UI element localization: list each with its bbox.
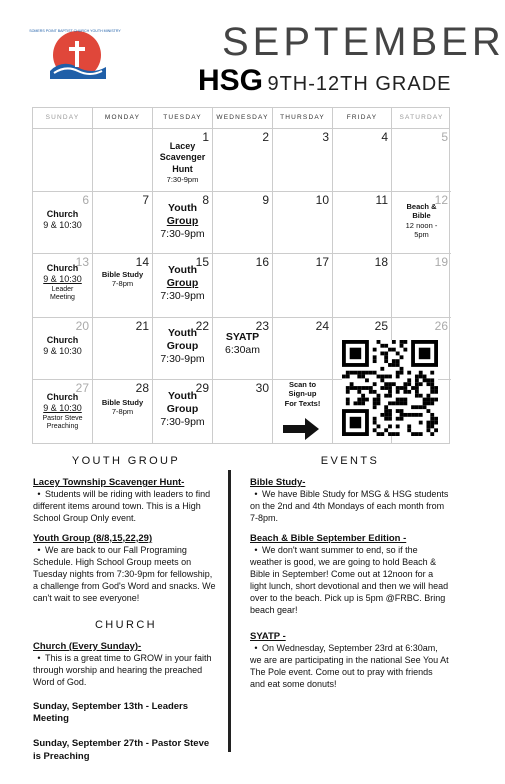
day-number: 2 [262, 130, 269, 144]
event-line: Youth [168, 390, 197, 402]
event-line: 7:30-9pm [166, 174, 199, 184]
calendar-day-cell [392, 254, 451, 318]
day-number: 20 [75, 319, 89, 333]
calendar-day-cell [213, 129, 273, 192]
day-number: 11 [375, 193, 388, 207]
event-line: 5pm [414, 230, 429, 240]
event-line: Meeting [50, 294, 75, 302]
day-event [93, 270, 152, 289]
weekday-label: THURSDAY [273, 108, 333, 128]
day-event [213, 331, 272, 357]
day-number: 24 [315, 319, 329, 333]
event-line: 7:30-9pm [160, 290, 205, 303]
church-heading: CHURCH [94, 618, 158, 631]
event-line: 7:30-9pm [160, 353, 205, 366]
logo-text: SOMERS POINT BAPTIST CHURCH YOUTH MINISTRY [29, 29, 121, 33]
arrow-right-icon [283, 418, 319, 440]
scavenger-hunt-title: Lacey Township Scavenger Hunt- [33, 477, 185, 488]
calendar-day-cell [213, 318, 273, 380]
grade-range: 9TH-12TH GRADE [267, 73, 452, 95]
day-number: 14 [135, 255, 149, 269]
event-line: 9 & 10:30 [43, 403, 82, 414]
event-line: Pastor Steve [42, 414, 83, 422]
event-line: Scan to [288, 380, 317, 389]
calendar-day-cell [93, 318, 153, 380]
day-number: 15 [195, 255, 209, 269]
weekday-label: FRIDAY [333, 108, 392, 128]
group-name: HSG [198, 64, 264, 97]
calendar-day-cell [273, 192, 333, 254]
calendar-day-cell [153, 254, 213, 318]
day-event [392, 202, 451, 240]
event-line: Group [166, 277, 199, 290]
left-column [33, 450, 219, 764]
calendar-day-cell [392, 192, 451, 254]
day-number: 12 [434, 193, 448, 207]
event-line: Sign-up [288, 389, 317, 399]
day-number: 6 [82, 193, 89, 207]
event-line: For Texts! [284, 398, 321, 408]
day-number: 17 [315, 255, 329, 269]
day-number: 25 [374, 319, 388, 333]
day-event [153, 202, 212, 241]
calendar-day-cell [333, 254, 392, 318]
weekday-label: MONDAY [93, 108, 153, 128]
calendar-day-cell [213, 380, 273, 443]
day-number: 21 [135, 319, 149, 333]
right-column [250, 450, 450, 691]
day-event [33, 392, 92, 432]
event-line: Bible Study [101, 398, 144, 407]
event-line: Beach & [406, 202, 437, 211]
event-line: SYATP [225, 331, 260, 343]
calendar-day-cell [153, 192, 213, 254]
youth-group-heading: YOUTH GROUP [71, 455, 181, 467]
day-number: 3 [322, 130, 329, 144]
beach-bible-title: Beach & Bible September Edition - [250, 532, 407, 544]
event-line: 7:30-9pm [160, 416, 205, 429]
event-line: 7-8pm [111, 279, 134, 289]
calendar-day-cell [33, 318, 93, 380]
day-number: 9 [262, 193, 269, 207]
event-line: 9 & 10:30 [43, 274, 82, 285]
day-event [33, 209, 92, 232]
youth-group-title: Youth Group (8/8,15,22,29) [33, 532, 153, 544]
calendar-day-cell [93, 254, 153, 318]
day-number: 16 [255, 255, 269, 269]
event-line: Church [46, 263, 79, 273]
day-event [153, 390, 212, 429]
day-event [153, 141, 212, 184]
church-body: • This is a great time to GROW in your faith through worship and hearing the preached Word of God. [33, 652, 212, 687]
scavenger-hunt-body: • Students will be riding with leaders to find different items around town. This is a High School Group Only event. [33, 489, 211, 523]
calendar-day-cell [273, 318, 333, 380]
church-title: Church (Every Sunday)- [33, 640, 142, 652]
calendar-day-cell [392, 129, 451, 192]
event-line: Hunt [172, 163, 193, 174]
event-line: Preaching [46, 423, 79, 431]
day-number: 27 [75, 381, 89, 395]
event-line: 9 & 10:30 [43, 220, 82, 231]
calendar-day-cell [333, 129, 392, 192]
calendar-day-cell [273, 129, 333, 192]
bible-study-body: • We have Bible Study for MSG & HSG students on the 2nd and 4th Mondays of each month from 7-8pm. [250, 489, 449, 523]
qr-code-icon[interactable] [342, 340, 438, 436]
event-line: Group [166, 403, 199, 416]
event-line: Youth [168, 202, 197, 214]
calendar-day-cell [273, 254, 333, 318]
page-title-month: SEPTEMBER [222, 20, 505, 64]
calendar-weekday-header [32, 107, 450, 128]
day-event [33, 263, 92, 303]
day-number: 30 [255, 381, 269, 395]
day-number: 26 [434, 319, 448, 333]
day-number: 29 [195, 381, 209, 395]
day-number: 19 [434, 255, 448, 269]
day-number: 4 [381, 130, 388, 144]
day-number: 18 [374, 255, 388, 269]
weekday-label: TUESDAY [153, 108, 213, 128]
calendar-day-cell [333, 192, 392, 254]
event-line: Bible [412, 211, 431, 221]
events-heading: EVENTS [320, 455, 380, 467]
calendar-day-cell [93, 380, 153, 443]
event-line: 6:30am [224, 344, 261, 357]
syatp-body: • On Wednesday, September 23rd at 6:30am, we are are participating in the national See You At The Pole event. Come out to pray with friends and eat some donuts! [250, 642, 449, 689]
event-line: Church [46, 335, 79, 345]
calendar-day-cell [153, 318, 213, 380]
event-line: 9 & 10:30 [43, 346, 82, 357]
day-number: 8 [202, 193, 209, 207]
weekday-label: SATURDAY [399, 114, 444, 121]
calendar-day-cell [33, 129, 93, 192]
event-line: Church [46, 209, 79, 219]
event-line: Scavenger [159, 152, 206, 163]
church-logo-icon [29, 27, 121, 85]
weekday-label: WEDNESDAY [213, 108, 273, 128]
calendar-day-cell [153, 129, 213, 192]
page-subtitle [198, 64, 452, 98]
day-number: 5 [441, 130, 448, 144]
calendar-day-cell [93, 192, 153, 254]
calendar-day-cell [33, 192, 93, 254]
day-event [33, 335, 92, 358]
day-event [93, 398, 152, 417]
calendar-day-cell [213, 192, 273, 254]
day-event [273, 380, 332, 408]
day-number: 13 [75, 255, 89, 269]
day-number: 10 [315, 193, 329, 207]
weekday-label: SUNDAY [33, 108, 93, 128]
day-event [153, 327, 212, 366]
calendar-day-cell [93, 129, 153, 192]
calendar-day-cell [213, 254, 273, 318]
calendar-day-cell [33, 380, 93, 443]
event-line: Youth [168, 264, 197, 276]
event-line: Group [166, 340, 199, 353]
event-line: Group [166, 215, 199, 228]
event-line: Lacey [169, 141, 196, 151]
event-line: 12 noon - [405, 220, 438, 230]
event-line: 7-8pm [111, 407, 134, 417]
calendar-day-cell [33, 254, 93, 318]
event-line: Leader [51, 285, 74, 293]
beach-bible-body: • We don't want summer to end, so if the weather is good, we are going to hold Beach & Bible in September! Come out at 12noon for a light lunch, short devotional and then we will head over to the beach. Pick up is 5pm @FRBC. Bring beach gear! [250, 544, 449, 615]
pastor-preaching-note: Sunday, September 27th - Pastor Steve is Preaching [33, 738, 210, 763]
column-divider [228, 470, 231, 752]
day-event [153, 264, 212, 303]
event-line: Youth [168, 327, 197, 339]
day-number: 28 [135, 381, 149, 395]
bible-study-title: Bible Study- [250, 477, 306, 488]
event-line: 7:30-9pm [160, 228, 205, 241]
syatp-title: SYATP - [250, 630, 286, 642]
day-number: 23 [255, 319, 269, 333]
youth-group-body: • We are back to our Fall Programing Schedule. High School Group meets on Tuesday nights from 7:30-9pm for fellowship, a challenge from God's Word and snacks. We can't wait to see everyone! [33, 544, 216, 603]
event-line: Bible Study [101, 270, 144, 279]
event-line: Church [46, 392, 79, 402]
day-number: 1 [202, 130, 209, 144]
day-number: 22 [195, 319, 209, 333]
day-number: 7 [142, 193, 149, 207]
leaders-meeting-note: Sunday, September 13th - Leaders Meeting [33, 700, 189, 725]
calendar-day-cell [153, 380, 213, 443]
